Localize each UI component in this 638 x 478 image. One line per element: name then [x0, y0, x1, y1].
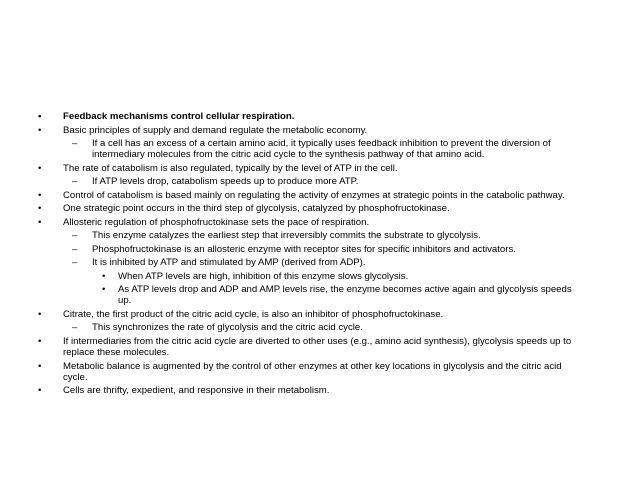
- bullet-marker: –: [72, 243, 78, 255]
- list-item-text: Metabolic balance is augmented by the control of other enzymes at other key locations in glycolysis and the citric acid cycle.: [63, 360, 562, 383]
- list-item: [0, 284, 638, 306]
- list-item-text: The rate of catabolism is also regulated, typically by the level of ATP in the cell.: [63, 162, 398, 174]
- bullet-marker: •: [38, 189, 42, 201]
- bullet-list: [0, 111, 638, 397]
- bullet-marker: •: [38, 385, 42, 397]
- list-item: [0, 163, 638, 174]
- list-item: [0, 322, 638, 333]
- list-item-text: This enzyme catalyzes the earliest step that irreversibly commits the substrate to glycolysis.: [92, 230, 481, 242]
- bullet-marker: –: [72, 322, 78, 334]
- list-item-text: Allosteric regulation of phosphofructokinase sets the pace of respiration.: [63, 216, 370, 228]
- bullet-marker: •: [38, 124, 42, 136]
- bullet-marker: –: [72, 230, 78, 242]
- bullet-marker: –: [72, 176, 78, 188]
- list-item: [0, 138, 638, 160]
- list-item: [0, 190, 638, 201]
- list-item-text: This synchronizes the rate of glycolysis and the citric acid cycle.: [92, 322, 363, 334]
- list-item: [0, 203, 638, 214]
- bullet-marker: •: [38, 308, 42, 320]
- list-item-text: Feedback mechanisms control cellular respiration.: [63, 111, 295, 122]
- list-item-text: Citrate, the first product of the citric acid cycle, is also an inhibitor of phosphofructokinase.: [63, 308, 444, 320]
- list-item: [0, 257, 638, 268]
- bullet-marker: •: [102, 284, 106, 296]
- bullet-marker: –: [72, 257, 78, 269]
- list-item-text: When ATP levels are high, inhibition of this enzyme slows glycolysis.: [118, 270, 409, 282]
- bullet-marker: •: [38, 203, 42, 215]
- list-item: [0, 111, 638, 122]
- list-item: [0, 125, 638, 136]
- list-item-text: As ATP levels drop and ADP and AMP levels rise, the enzyme becomes active again and glycolysis speeds up.: [118, 284, 572, 307]
- bullet-marker: –: [72, 138, 78, 149]
- bullet-marker: •: [38, 111, 42, 122]
- bullet-marker: •: [38, 335, 42, 347]
- list-item: [0, 385, 638, 396]
- list-item-text: If ATP levels drop, catabolism speeds up to produce more ATP.: [92, 176, 359, 188]
- list-item-text: One strategic point occurs in the third step of glycolysis, catalyzed by phosphofructokinase.: [63, 203, 450, 215]
- list-item: [0, 244, 638, 255]
- list-item: [0, 176, 638, 187]
- list-item: [0, 309, 638, 320]
- list-item-text: If intermediaries from the citric acid cycle are diverted to other uses (e.g., amino acid synthesis), glycolysis speeds up to replace these molecules.: [63, 335, 572, 359]
- bullet-marker: •: [38, 162, 42, 174]
- list-item: [0, 361, 638, 383]
- list-item-text: Phosphofructokinase is an allosteric enzyme with receptor sites for specific inhibitors and activators.: [92, 243, 516, 255]
- bullet-marker: •: [102, 270, 106, 282]
- list-item-text: Control of catabolism is based mainly on regulating the activity of enzymes at strategic points in the catabolic pathway.: [63, 189, 565, 201]
- list-item-text: Cells are thrifty, expedient, and responsive in their metabolism.: [63, 385, 330, 397]
- list-item: [0, 336, 638, 358]
- bullet-marker: •: [38, 360, 42, 372]
- list-item-text: It is inhibited by ATP and stimulated by AMP (derived from ADP).: [92, 257, 366, 269]
- list-item: [0, 271, 638, 282]
- list-item-text: Basic principles of supply and demand regulate the metabolic economy.: [63, 124, 368, 136]
- list-item-text: If a cell has an excess of a certain amino acid, it typically uses feedback inhibition to prevent the diversion of intermediary molecules from the citric acid cycle to the synthesis pathway of that amino acid.: [92, 138, 551, 161]
- bullet-marker: •: [38, 216, 42, 228]
- list-item: [0, 217, 638, 228]
- list-item: [0, 230, 638, 241]
